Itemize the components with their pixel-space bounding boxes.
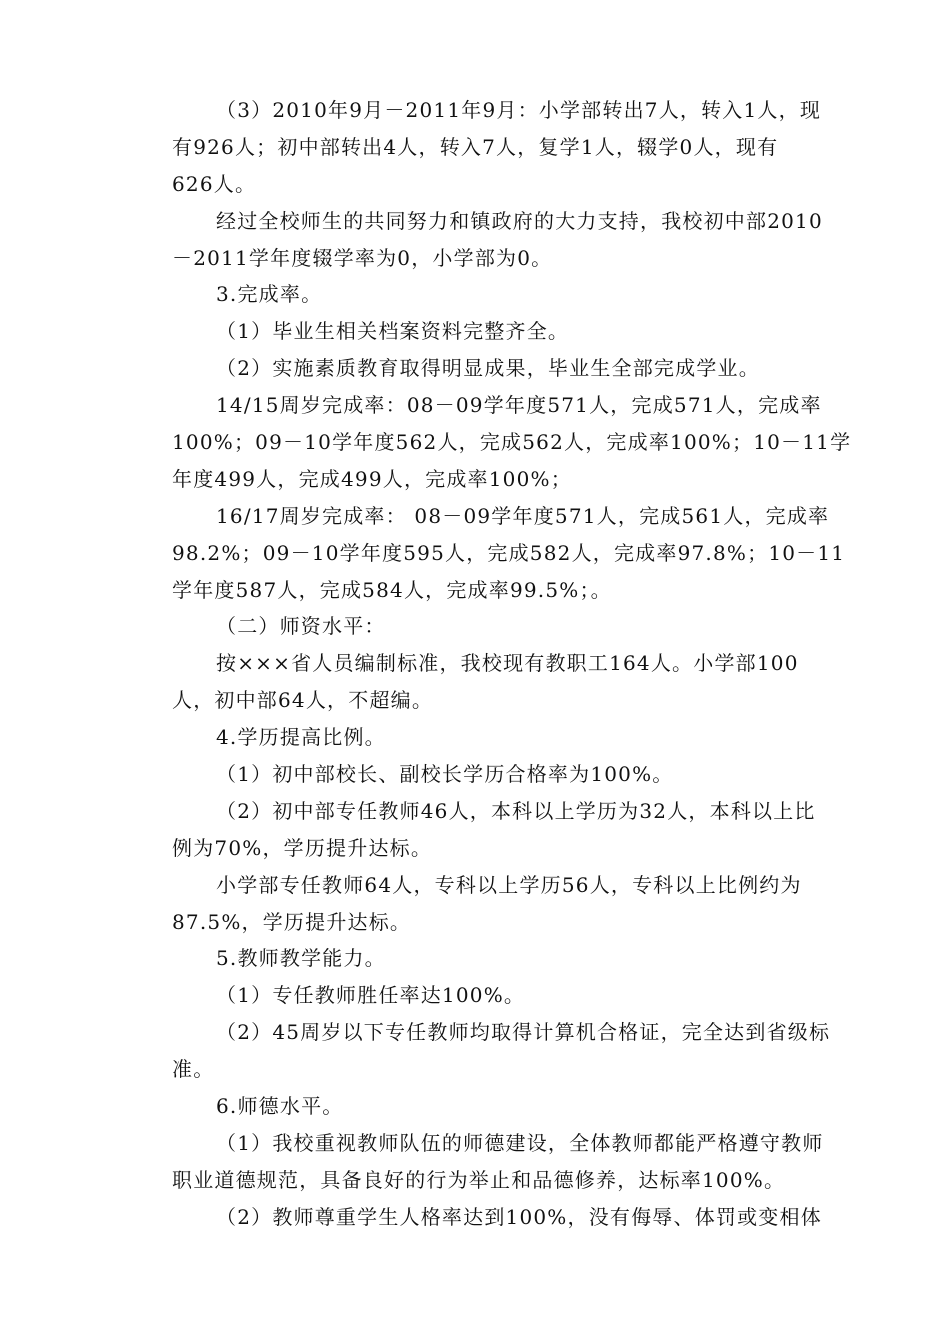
text-line: 职业道德规范，具备良好的行为举止和品德修养，达标率100%。 bbox=[172, 1167, 786, 1192]
text-line: 98.2%；09－10学年度595人，完成582人，完成率97.8%；10－11 bbox=[172, 540, 846, 565]
text-line: 87.5%，学历提升达标。 bbox=[172, 909, 412, 934]
text-line: （1）毕业生相关档案资料完整齐全。 bbox=[216, 319, 570, 344]
text-line: （1）初中部校长、副校长学历合格率为100%。 bbox=[216, 762, 674, 787]
text-line: 626人。 bbox=[172, 171, 257, 196]
text-line: 人，初中部64人，不超编。 bbox=[172, 688, 434, 713]
text-line: 小学部专任教师64人，专科以上学历56人，专科以上比例约为 bbox=[216, 872, 802, 897]
text-line: （1）我校重视教师队伍的师德建设，全体教师都能严格遵守教师 bbox=[216, 1130, 824, 1155]
text-line: －2011学年度辍学率为0，小学部为0。 bbox=[172, 245, 553, 270]
text-line: （2）实施素质教育取得明显成果，毕业生全部完成学业。 bbox=[216, 356, 760, 381]
text-line: 有926人；初中部转出4人，转入7人，复学1人，辍学0人，现有 bbox=[172, 134, 779, 159]
text-line: 5.教师教学能力。 bbox=[216, 946, 386, 971]
text-line: 6.师德水平。 bbox=[216, 1094, 344, 1119]
text-line: （二）师资水平： bbox=[216, 614, 386, 639]
text-line: 16/17周岁完成率： 08－09学年度571人，完成561人，完成率 bbox=[216, 503, 830, 528]
text-line: 3.完成率。 bbox=[216, 282, 323, 307]
text-line: （2）初中部专任教师46人，本科以上学历为32人，本科以上比 bbox=[216, 798, 816, 823]
text-line: （1）专任教师胜任率达100%。 bbox=[216, 983, 526, 1008]
text-line: 14/15周岁完成率：08－09学年度571人，完成571人，完成率 bbox=[216, 393, 822, 418]
text-line: 学年度587人，完成584人，完成率99.5%；。 bbox=[172, 577, 612, 602]
text-line: （2）教师尊重学生人格率达到100%，没有侮辱、体罚或变相体 bbox=[216, 1204, 822, 1229]
text-line: 准。 bbox=[172, 1057, 215, 1082]
text-line: 100%；09－10学年度562人，完成562人，完成率100%；10－11学 bbox=[172, 430, 852, 455]
body-text bbox=[172, 92, 862, 1236]
text-line: 经过全校师生的共同努力和镇政府的大力支持，我校初中部2010 bbox=[216, 208, 823, 233]
text-line: （2）45周岁以下专任教师均取得计算机合格证，完全达到省级标 bbox=[216, 1020, 831, 1045]
text-line: 例为70%，学历提升达标。 bbox=[172, 835, 433, 860]
text-line: 年度499人，完成499人，完成率100%； bbox=[172, 466, 572, 491]
text-line: （3）2010年9月－2011年9月：小学部转出7人，转入1人，现 bbox=[216, 98, 822, 122]
text-line: 4.学历提高比例。 bbox=[216, 725, 386, 750]
text-line: 按×××省人员编制标准，我校现有教职工164人。小学部100 bbox=[216, 651, 799, 676]
